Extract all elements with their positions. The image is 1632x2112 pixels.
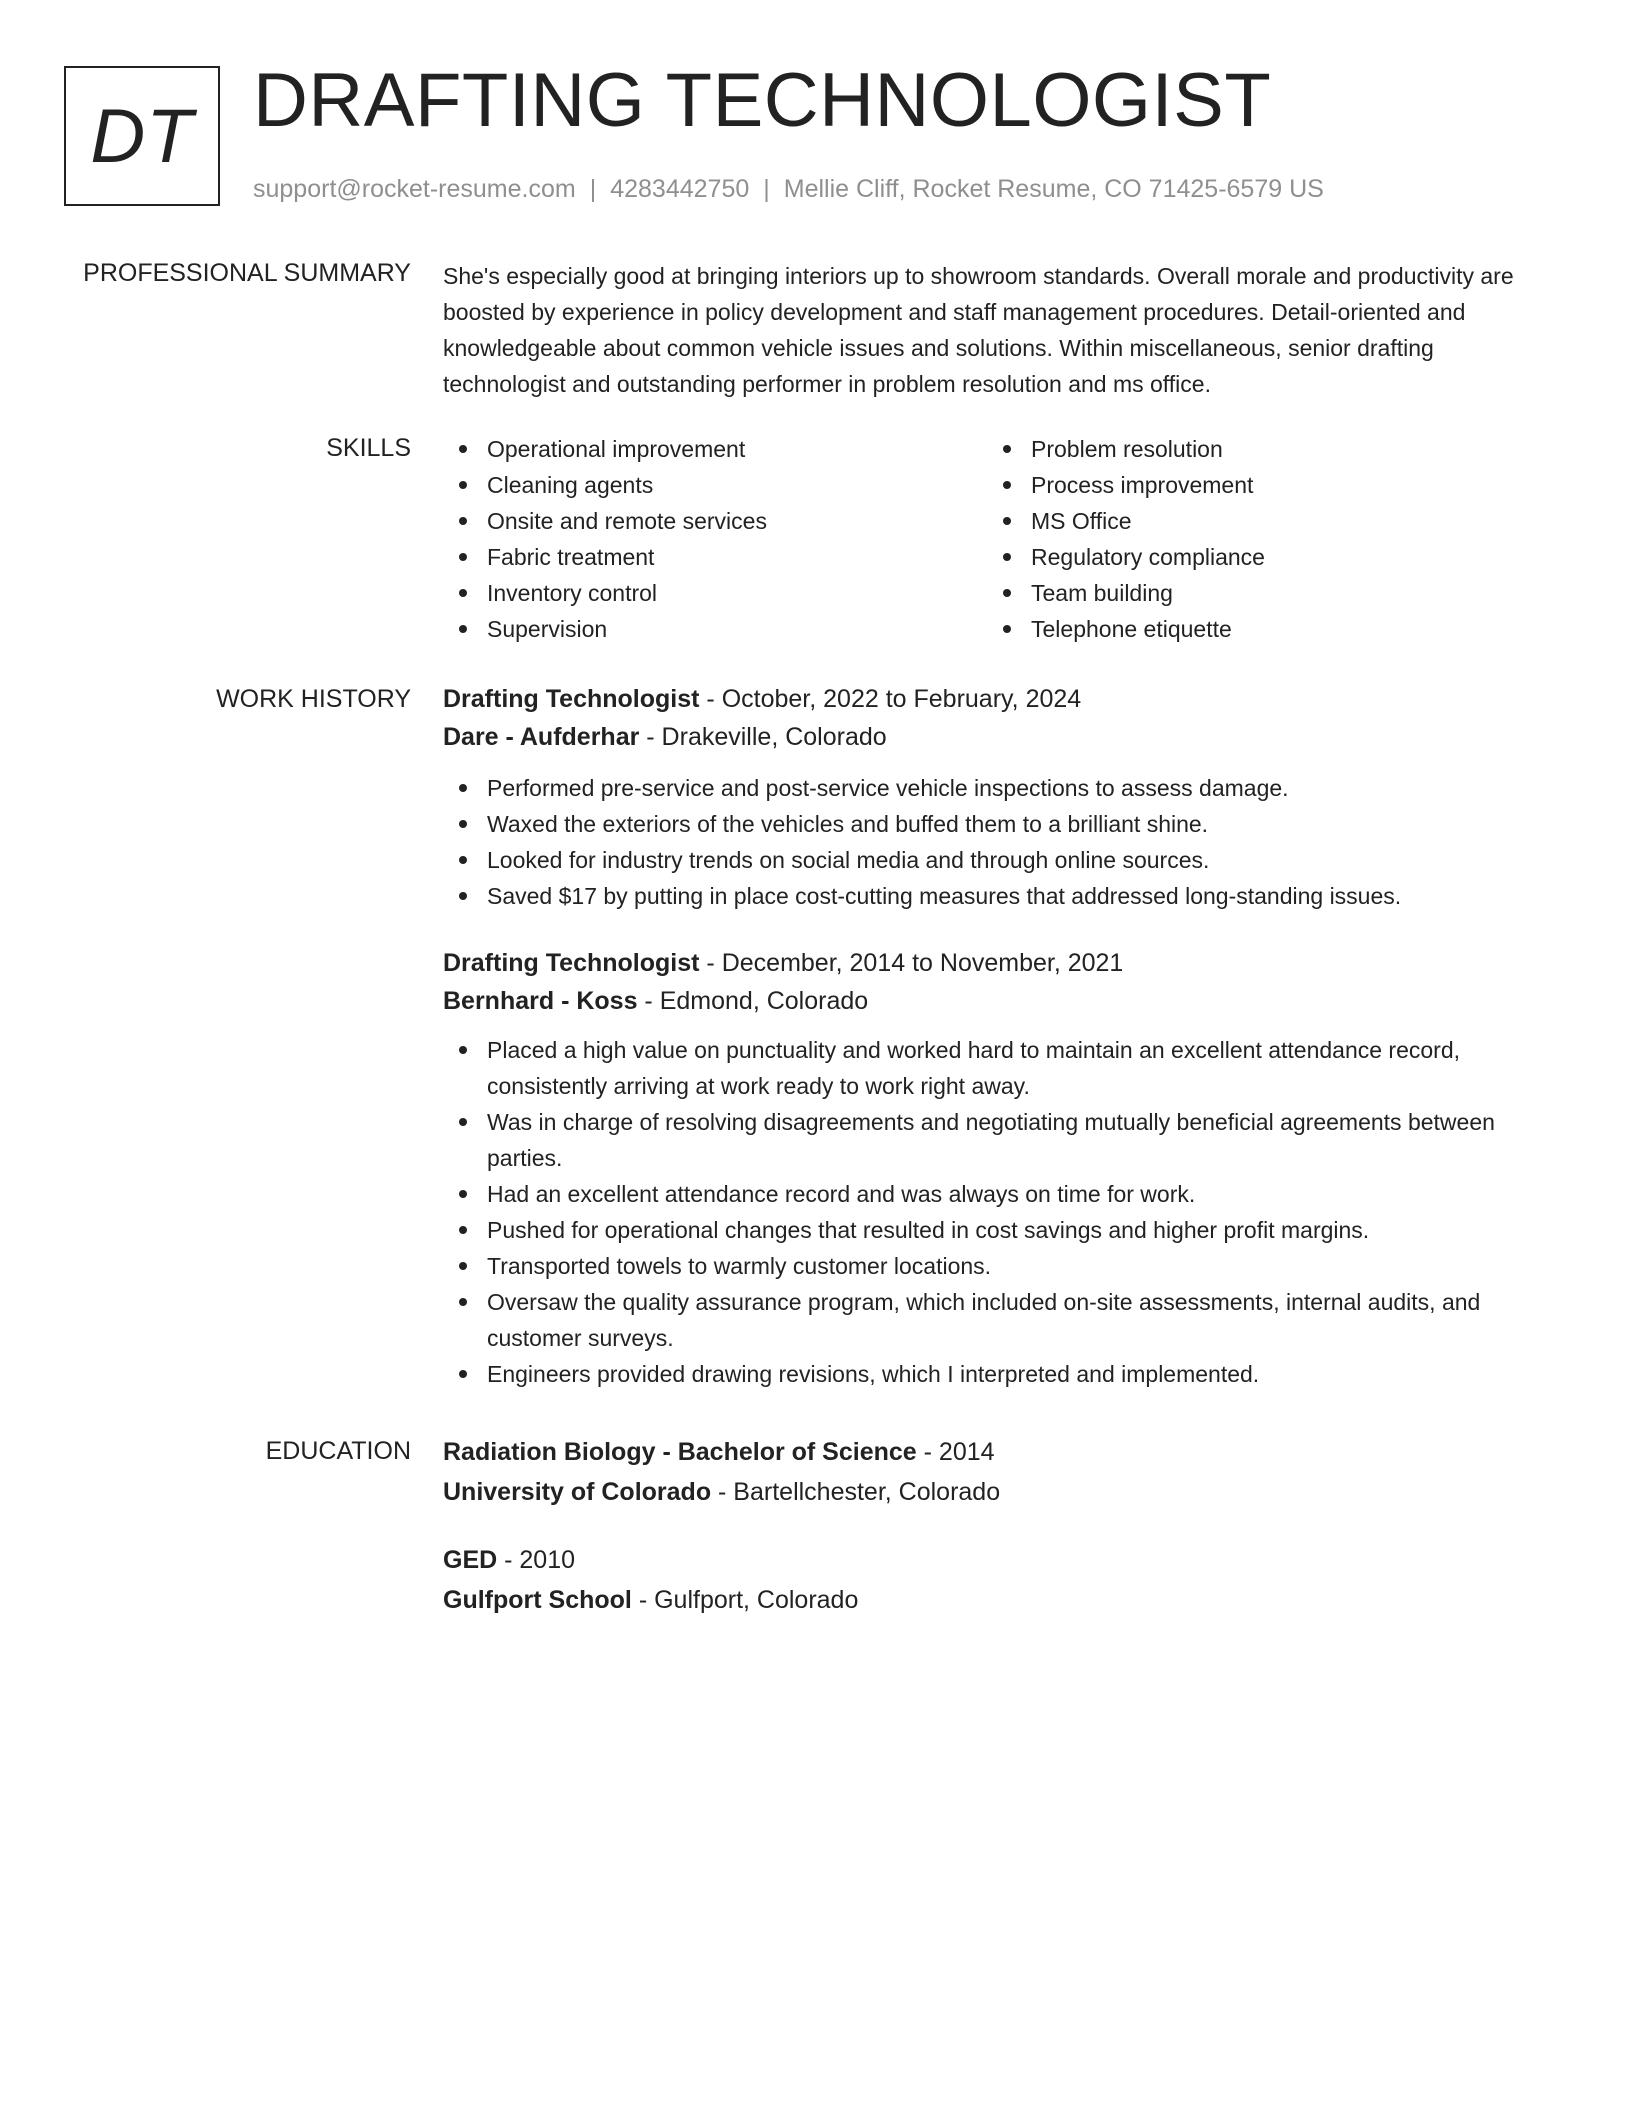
job-title-line: [443, 944, 1553, 982]
education-degree-line: [443, 1540, 1553, 1580]
monogram-badge: [64, 66, 220, 206]
summary-body: [443, 258, 1553, 402]
skill-item: Regulatory compliance: [1031, 539, 1531, 575]
contact-address: Mellie Cliff, Rocket Resume, CO 71425-6579 US: [783, 175, 1324, 203]
skill-item: MS Office: [1031, 503, 1531, 539]
education-school-line: [443, 1472, 1553, 1512]
education-school: Gulfport School: [443, 1586, 632, 1614]
contact-separator: |: [589, 175, 597, 203]
skill-item: Inventory control: [487, 575, 987, 611]
job-bullets: [443, 770, 1553, 914]
work-body: [443, 680, 1553, 1392]
skill-item: Supervision: [487, 611, 987, 647]
contact-line: [253, 172, 1324, 206]
education-location: - Gulfport, Colorado: [631, 1586, 859, 1614]
job-company-line: [443, 982, 1553, 1020]
job-bullet: Placed a high value on punctuality and worked hard to maintain an excellent attendance record, consistently arriving at work ready to work right away.: [487, 1032, 1553, 1104]
contact-email: support@rocket-resume.com: [253, 175, 576, 203]
job-bullet: Performed pre-service and post-service vehicle inspections to assess damage.: [487, 770, 1553, 806]
skills-body: [443, 431, 1553, 647]
skill-item: Team building: [1031, 575, 1531, 611]
job-dates: - October, 2022 to February, 2024: [699, 685, 1082, 713]
skills-list-left: [443, 431, 987, 647]
job-bullet: Looked for industry trends on social media and through online sources.: [487, 842, 1553, 878]
education-label: EDUCATION: [265, 1437, 411, 1465]
job-dates: - December, 2014 to November, 2021: [699, 949, 1124, 977]
job-title-line: [443, 680, 1553, 718]
job-company-line: [443, 718, 1553, 756]
education-school: University of Colorado: [443, 1478, 712, 1506]
education-degree-line: [443, 1432, 1553, 1472]
skill-item: Onsite and remote services: [487, 503, 987, 539]
education-entry: [443, 1540, 1553, 1620]
education-entry: [443, 1432, 1553, 1512]
job-location: - Drakeville, Colorado: [639, 723, 887, 751]
education-degree: Radiation Biology - Bachelor of Science: [443, 1438, 917, 1466]
monogram-text: DT: [90, 93, 194, 179]
summary-text: She's especially good at bringing interiors up to showroom standards. Overall morale and productivity are boosted by experience in policy development and staff management procedures. Detail-oriented and knowledgeable about common vehicle issues and solutions. Within miscellaneous, senior drafting technologist and outstanding performer in problem resolution and ms office.: [443, 263, 1514, 397]
skill-item: Fabric treatment: [487, 539, 987, 575]
job-entry: [443, 680, 1553, 914]
work-label: WORK HISTORY: [216, 685, 411, 713]
job-company: Dare - Aufderhar: [443, 723, 640, 751]
job-bullet: Was in charge of resolving disagreements and negotiating mutually beneficial agreements between parties.: [487, 1104, 1553, 1176]
job-bullet: Had an excellent attendance record and was always on time for work.: [487, 1176, 1553, 1212]
job-title: Drafting Technologist: [443, 949, 700, 977]
education-school-line: [443, 1580, 1553, 1620]
skill-item: Process improvement: [1031, 467, 1531, 503]
job-title: Drafting Technologist: [443, 685, 700, 713]
skills-list-right: [987, 431, 1531, 647]
job-bullets: [443, 1032, 1553, 1392]
skill-item: Cleaning agents: [487, 467, 987, 503]
skill-item: Problem resolution: [1031, 431, 1531, 467]
job-bullet: Engineers provided drawing revisions, which I interpreted and implemented.: [487, 1356, 1553, 1392]
education-body: [443, 1432, 1553, 1620]
job-bullet: Waxed the exteriors of the vehicles and buffed them to a brilliant shine.: [487, 806, 1553, 842]
education-degree: GED: [443, 1546, 498, 1574]
job-bullet: Pushed for operational changes that resulted in cost savings and higher profit margins.: [487, 1212, 1553, 1248]
job-entry: [443, 944, 1553, 1392]
education-year: - 2010: [497, 1546, 576, 1574]
resume-name: DRAFTING TECHNOLOGIST: [253, 58, 1272, 143]
job-bullet: Oversaw the quality assurance program, which included on-site assessments, internal audits, and customer surveys.: [487, 1284, 1553, 1356]
skill-item: Operational improvement: [487, 431, 987, 467]
job-bullet: Transported towels to warmly customer locations.: [487, 1248, 1553, 1284]
job-bullet: Saved $17 by putting in place cost-cutting measures that addressed long-standing issues.: [487, 878, 1553, 914]
education-year: - 2014: [916, 1438, 995, 1466]
skill-item: Telephone etiquette: [1031, 611, 1531, 647]
education-location: - Bartellchester, Colorado: [711, 1478, 1001, 1506]
contact-phone: 4283442750: [610, 175, 750, 203]
contact-separator: |: [763, 175, 770, 203]
summary-label: PROFESSIONAL SUMMARY: [83, 259, 411, 287]
skills-label: SKILLS: [326, 434, 411, 462]
job-company: Bernhard - Koss: [443, 987, 638, 1015]
job-location: - Edmond, Colorado: [637, 987, 869, 1015]
